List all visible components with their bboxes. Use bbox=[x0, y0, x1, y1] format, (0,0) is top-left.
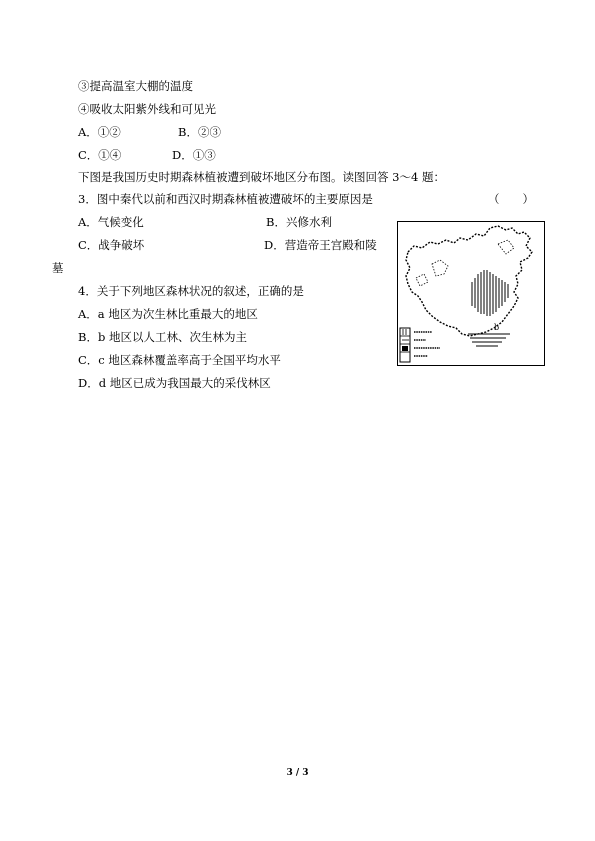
q3-option-c: C．战争破坏 bbox=[78, 238, 145, 252]
page-number: 3 / 3 bbox=[286, 768, 309, 778]
q3-answer-bracket: （ ） bbox=[488, 192, 534, 206]
q4-option-c: C．c 地区森林覆盖率高于全国平均水平 bbox=[78, 353, 281, 367]
map-legend bbox=[400, 328, 440, 362]
prev-option-c: C．①④ bbox=[78, 148, 122, 162]
q4-option-a: A．a 地区为次生林比重最大的地区 bbox=[78, 307, 258, 321]
q3-stem: 3．图中秦代以前和西汉时期森林植被遭破坏的主要原因是 bbox=[78, 192, 373, 206]
intro-text: 下图是我国历史时期森林植被遭到破坏地区分布图。读图回答 3～4 题： bbox=[78, 170, 445, 184]
map-region-label-b: b bbox=[494, 323, 500, 332]
prev-option-d: D．①③ bbox=[172, 148, 216, 162]
q4-option-d: D．d 地区已成为我国最大的采伐林区 bbox=[78, 376, 271, 390]
map-hatched-region-south bbox=[468, 334, 510, 346]
q3-option-d-continuation: 墓 bbox=[52, 261, 64, 275]
q4-stem: 4．关于下列地区森林状况的叙述，正确的是 bbox=[78, 284, 304, 298]
forest-destruction-map bbox=[397, 221, 545, 366]
q3-option-b: B．兴修水利 bbox=[266, 215, 332, 229]
map-hatched-region-north bbox=[472, 270, 508, 316]
map-country-outline bbox=[406, 226, 532, 336]
q4-option-b: B．b 地区以人工林、次生林为主 bbox=[78, 330, 247, 344]
prev-option-a: A．①② bbox=[78, 125, 121, 139]
q3-option-a: A．气候变化 bbox=[78, 215, 144, 229]
prev-option-b: B．②③ bbox=[178, 125, 221, 139]
statement-4: ④吸收太阳紫外线和可见光 bbox=[78, 102, 216, 116]
q3-option-d: D．营造帝王宫殿和陵 bbox=[264, 238, 377, 252]
statement-3: ③提高温室大棚的温度 bbox=[78, 79, 193, 93]
